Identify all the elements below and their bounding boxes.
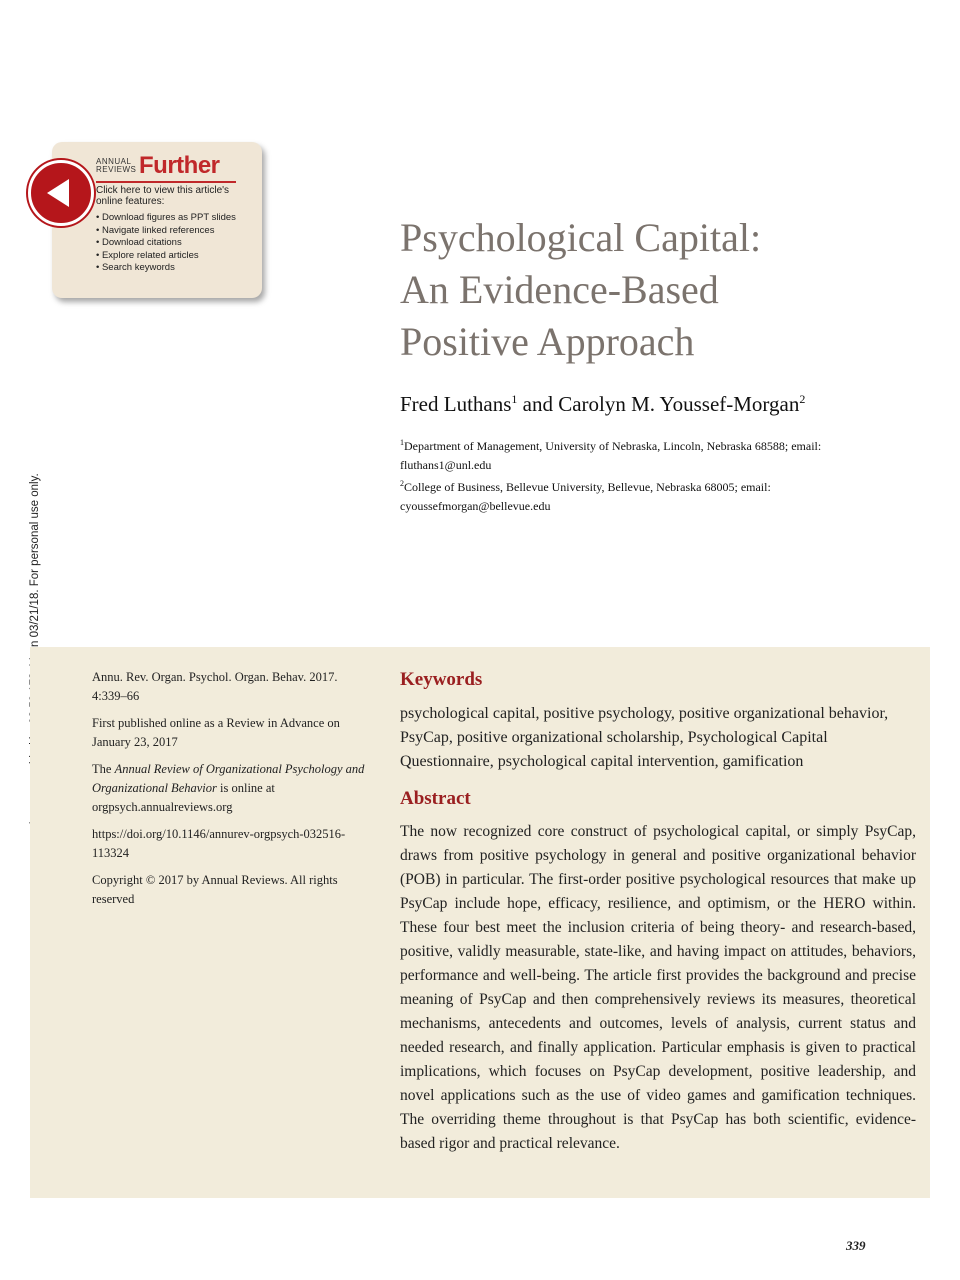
- affiliation-1-text: Department of Management, University of Nebraska, Lincoln, Nebraska 68588; email: fluthans1@unl.edu: [400, 439, 822, 472]
- abstract-heading: Abstract: [400, 788, 471, 809]
- authors-and: and: [517, 392, 559, 416]
- back-arrow-icon[interactable]: [28, 160, 94, 226]
- authors-line: [400, 392, 920, 417]
- title-line-1: Psychological Capital:: [400, 215, 762, 260]
- publication-meta: [92, 668, 367, 917]
- author-1-affil: 1: [511, 392, 518, 406]
- affiliation-1-sup: 1: [400, 438, 404, 447]
- title-line-2: An Evidence-Based: [400, 267, 719, 312]
- further-item-references[interactable]: • Navigate linked references: [96, 225, 261, 238]
- affiliation-1: [400, 433, 900, 475]
- brand-line-1: ANNUAL: [96, 157, 132, 166]
- first-published: First published online as a Review in Advance on January 23, 2017: [92, 716, 340, 749]
- further-item-related[interactable]: • Explore related articles: [96, 250, 261, 263]
- journal-note: [92, 760, 367, 817]
- further-item-ppt[interactable]: • Download figures as PPT slides: [96, 212, 261, 225]
- author-2-affil: 2: [799, 392, 806, 406]
- journal-name: Annual Review of Organizational Psychology and Organizational Behavior: [92, 762, 365, 795]
- copyright: Copyright © 2017 by Annual Reviews. All rights reserved: [92, 873, 338, 906]
- author-1: Fred Luthans: [400, 392, 512, 416]
- further-item-keywords[interactable]: • Search keywords: [96, 262, 261, 275]
- citation: Annu. Rev. Organ. Psychol. Organ. Behav. 2017. 4:339–66: [92, 670, 338, 703]
- title-line-3: Positive Approach: [400, 319, 695, 364]
- brand-line-2: REVIEWS: [96, 165, 137, 174]
- further-item-citations[interactable]: • Download citations: [96, 237, 261, 250]
- keywords-list: psychological capital, positive psychology, positive organizational behavior, PsyCap, positive organizational scholarship, Psychological Capital Questionnaire, psychological capital intervention, gamification: [400, 705, 889, 770]
- affiliation-2: [400, 474, 900, 516]
- affiliation-2-text: College of Business, Bellevue University, Bellevue, Nebraska 68005; email: cyoussefmorgan@bellevue.edu: [400, 480, 771, 513]
- further-lead-text[interactable]: Click here to view this article's online features:: [96, 185, 230, 207]
- further-feature-list: [96, 212, 261, 275]
- further-heading: Further: [139, 152, 220, 179]
- annual-reviews-brand: [96, 158, 136, 174]
- further-divider: [96, 181, 236, 183]
- journal-suffix: is online at orgpsych.annualreviews.org: [92, 781, 275, 814]
- abstract-body: The now recognized core construct of psychological capital, or simply PsyCap, draws from positive psychology in general and positive organizational behavior (POB) in particular. The first-order positive psychological resources that make up PsyCap include hope, efficacy, resilience, and optimism, or the HERO within. These four best meet the inclusion criteria of being theory- and research-based, positive, validly measurable, state-like, and having impact on attitudes, behaviors, performance and well-being. The article first provides the background and precise meaning of PsyCap and then comprehensively reviews its measures, theoretical mechanisms, antecedents and outcomes, levels of analysis, current status and needed research, and finally application. Particular emphasis is given to practical implications, which focuses on PsyCap development, positive leadership, and novel applications such as the use of video games and gamification techniques. The overriding theme throughout is that PsyCap has both scientific, evidence-based rigor and practical relevance.: [400, 823, 916, 1152]
- keywords-heading: Keywords: [400, 669, 483, 690]
- doi-link[interactable]: https://doi.org/10.1146/annurev-orgpsych-032516-113324: [92, 827, 346, 860]
- page-number: 339: [846, 1238, 866, 1253]
- article-title: [400, 212, 920, 368]
- affiliation-2-sup: 2: [400, 479, 404, 488]
- journal-prefix: The: [92, 762, 115, 776]
- author-2: Carolyn M. Youssef-Morgan: [558, 392, 800, 416]
